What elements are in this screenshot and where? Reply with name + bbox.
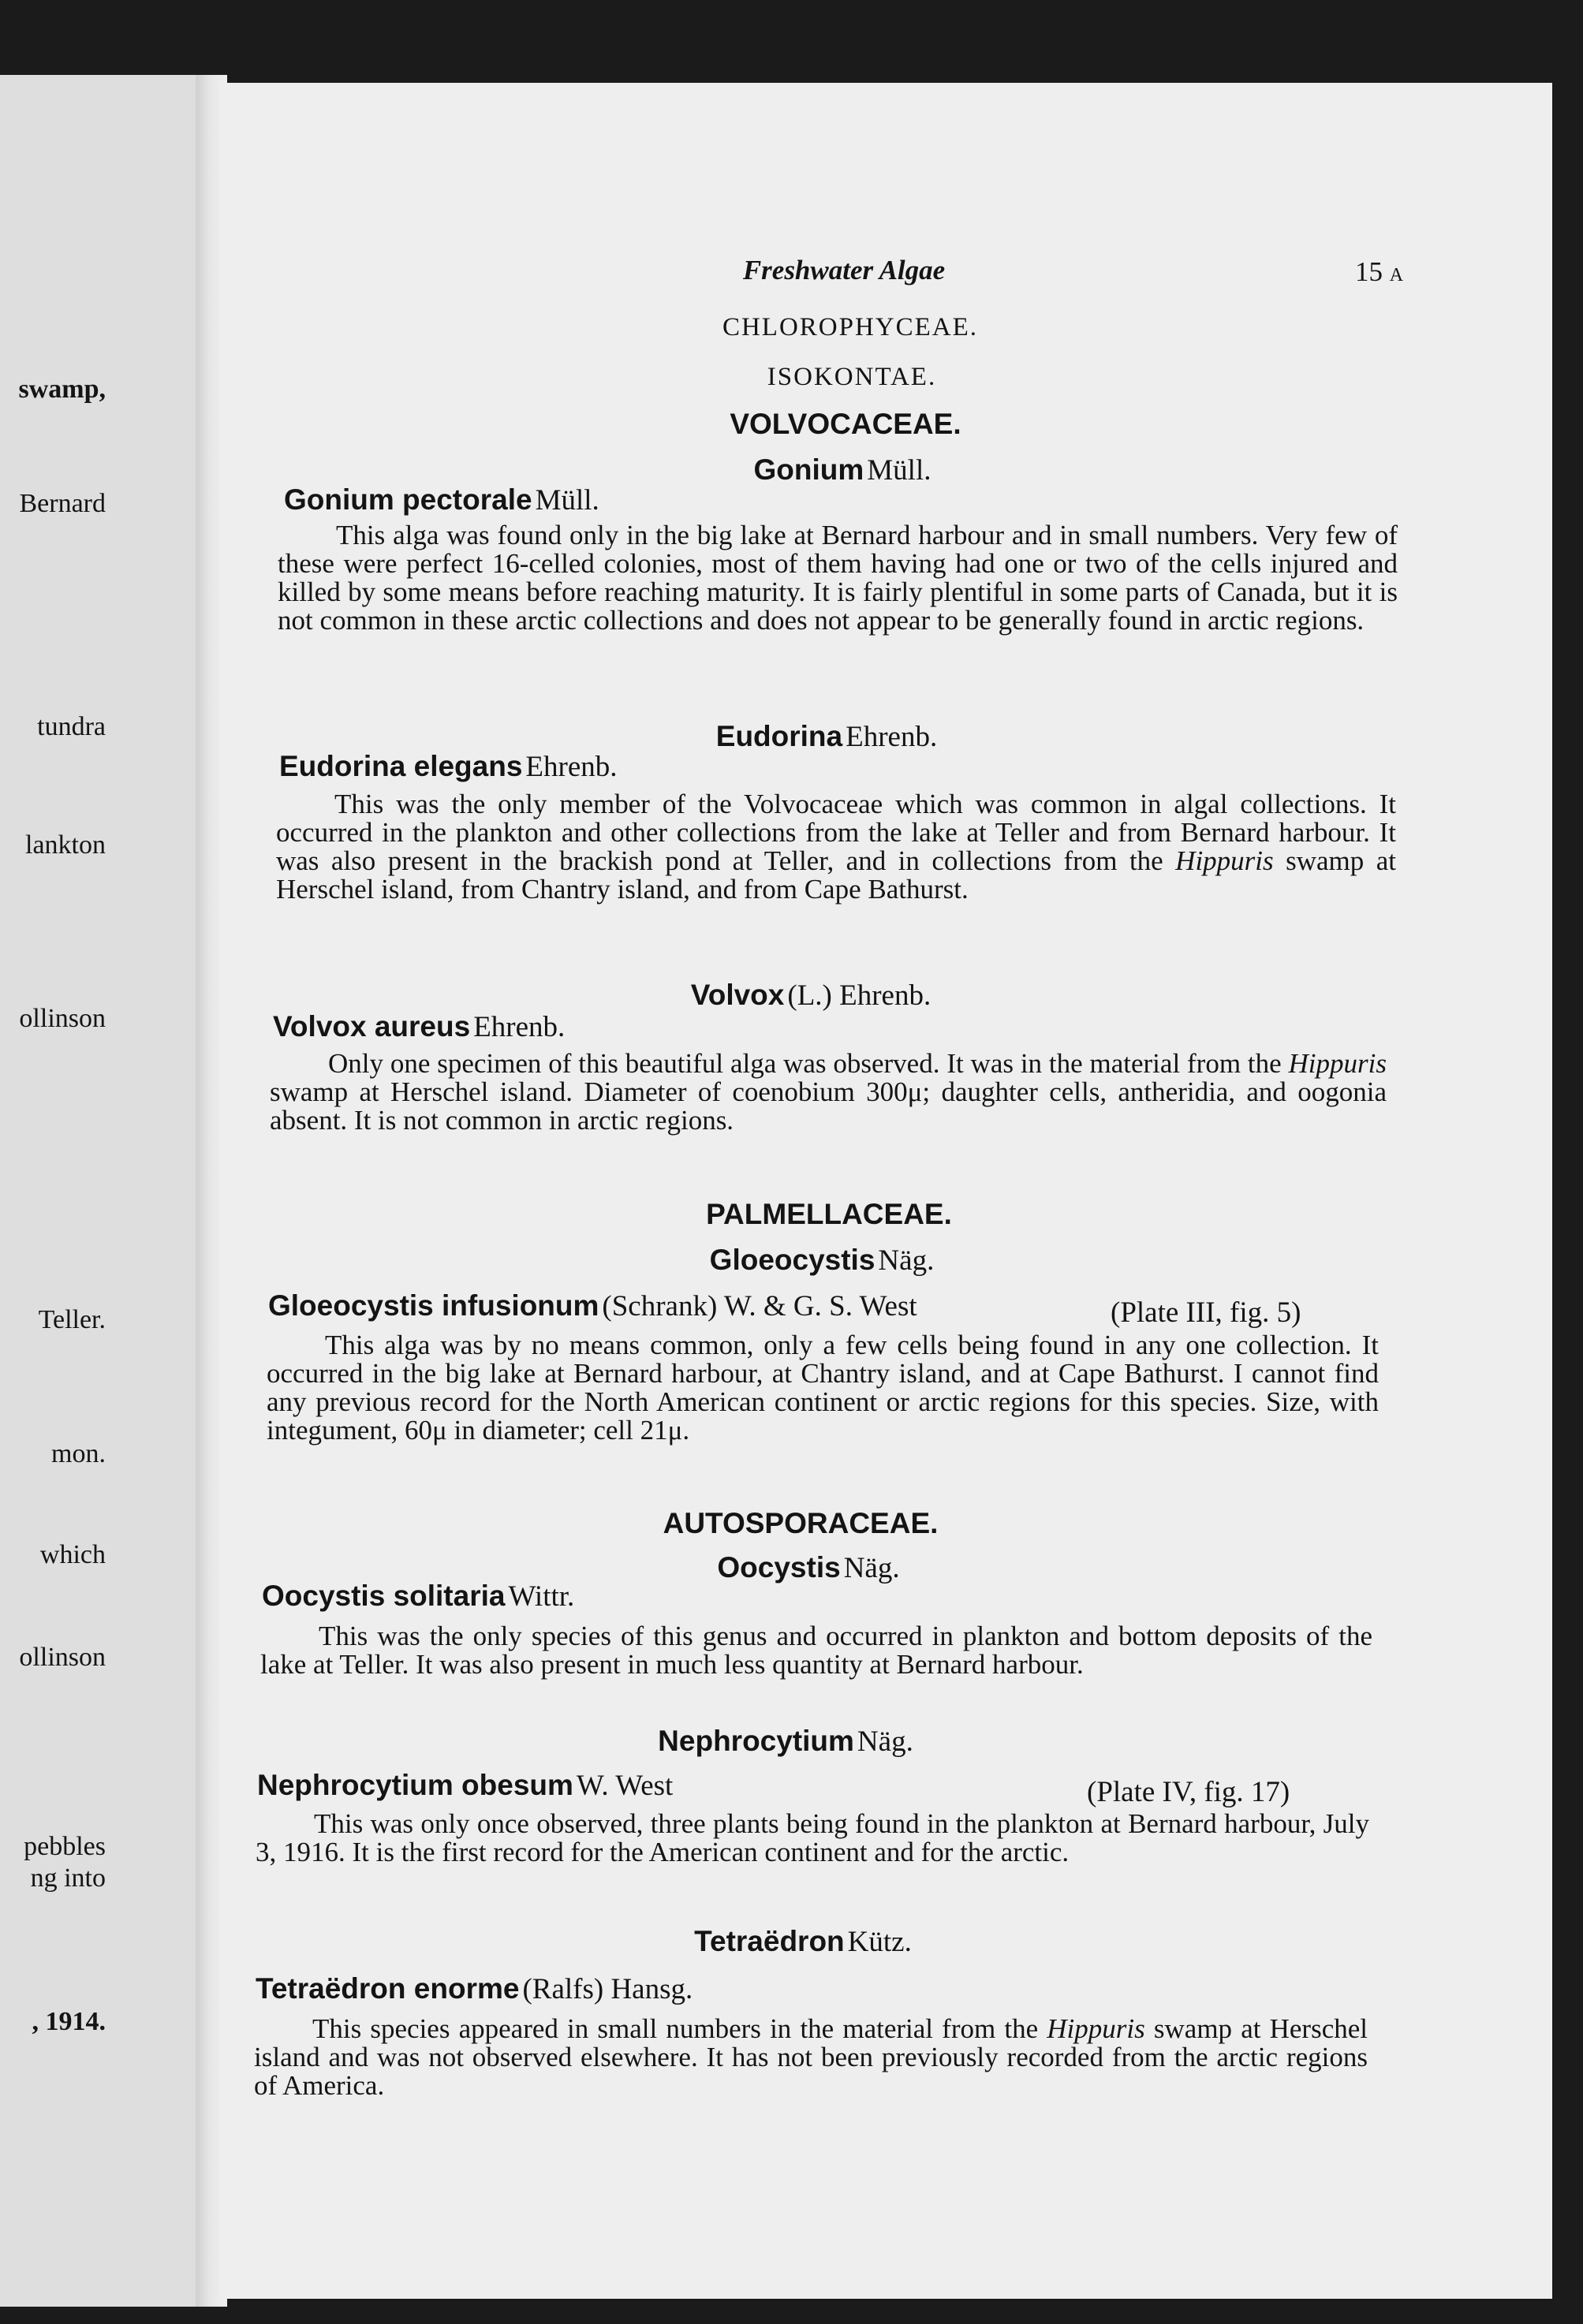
left-margin-line: mon. [51, 1439, 106, 1468]
species-heading [273, 1010, 565, 1044]
running-title: Freshwater Algae [742, 255, 946, 285]
species-name: Oocystis solitaria [262, 1580, 506, 1612]
species-authority: Wittr. [508, 1580, 575, 1613]
species-name: Nephrocytium obesum [257, 1769, 573, 1801]
genus-authority: Näg. [843, 1552, 900, 1584]
left-margin-line: lankton [25, 830, 106, 860]
species-heading [268, 1289, 917, 1323]
plate-reference: (Plate III, fig. 5) [1111, 1296, 1301, 1329]
genus-authority: Näg. [878, 1244, 935, 1277]
species-authority: Müll. [535, 484, 599, 517]
species-authority: Ehrenb. [473, 1011, 566, 1043]
species-authority: (Ralfs) Hansg. [522, 1973, 693, 2005]
genus-authority: Müll. [867, 454, 932, 487]
description-italic: Hippuris [1288, 1048, 1387, 1079]
description-text: This species appeared in small numbers in the material from the [312, 2013, 1047, 2044]
species-description: This alga was by no means common, only a few cells being found in any one collection. It occurred in the big lake at Bernard harbour, at Chantry island, and at Cape Bathurst. I cannot find any previous record for the North American continent or arctic regions for this species. Size, with integument, 60μ in diameter; cell 21μ. [267, 1330, 1379, 1446]
species-heading [279, 750, 618, 784]
genus-authority: Näg. [857, 1725, 913, 1758]
family-heading: VOLVOCACEAE. [730, 408, 961, 440]
species-authority: (Schrank) W. & G. S. West [602, 1290, 917, 1322]
species-description: This was only once observed, three plants being found in the plankton at Bernard harbour, July 3, 1916. It is the first record for the American continent and for the arctic. [256, 1808, 1369, 1867]
species-name: Gloeocystis infusionum [268, 1289, 599, 1322]
description-italic: Hippuris [1047, 2013, 1145, 2044]
genus-authority: (L.) Ehrenb. [787, 979, 932, 1012]
page-number-value: 15 [1355, 256, 1383, 287]
genus-authority: Ehrenb. [846, 721, 938, 753]
genus-name: Nephrocytium [658, 1725, 854, 1757]
species-description [254, 2015, 1368, 2100]
species-description [276, 790, 1396, 904]
species-heading [262, 1580, 574, 1613]
species-heading [257, 1769, 673, 1803]
genus-heading [691, 979, 931, 1013]
species-authority: Ehrenb. [525, 751, 618, 783]
genus-heading [754, 453, 932, 487]
left-margin-line: Bernard [19, 489, 106, 518]
subclass-heading: ISOKONTAE. [767, 363, 937, 391]
description-text: swamp at Herschel island, from Chantry island, and from Cape Bathurst. [276, 845, 1396, 905]
genus-heading [658, 1725, 913, 1759]
genus-name: Volvox [690, 979, 785, 1011]
species-description: This alga was found only in the big lake at Bernard harbour and in small numbers. Very few of these were perfect 16-celled colonies, most of them having had one or two of the cells injured and killed by some means before reaching maturity. It is fairly plentiful in some parts of Canada, but it is not common in these arctic collections and does not appear to be generally found in arctic regions. [278, 520, 1398, 636]
genus-heading [717, 1551, 899, 1585]
genus-authority: Kütz. [847, 1926, 912, 1958]
species-name: Gonium pectorale [284, 483, 532, 516]
main-page [219, 83, 1552, 2299]
description-text: swamp at Herschel island and was not observed elsewhere. It has not been previously recorded from the arctic regions of America. [254, 2013, 1368, 2101]
genus-heading [716, 720, 937, 754]
plate-reference: (Plate IV, fig. 17) [1087, 1776, 1290, 1808]
page-number-suffix: A [1389, 265, 1404, 285]
class-heading: CHLOROPHYCEAE. [722, 313, 979, 341]
species-authority: W. West [576, 1770, 674, 1802]
species-heading [284, 483, 599, 517]
description-italic: Hippuris [1175, 845, 1274, 876]
left-margin-line: ollinson [19, 1643, 106, 1672]
left-facing-page [0, 75, 207, 2307]
left-margin-line: pebbles [24, 1832, 106, 1861]
description-text: swamp at Herschel island. Diameter of coenobium 300μ; daughter cells, antheridia, and oogonia absent. It is not common in arctic regions. [270, 1076, 1387, 1136]
genus-name: Eudorina [715, 720, 843, 752]
species-name: Volvox aureus [273, 1010, 471, 1043]
page-number [1355, 256, 1403, 288]
left-margin-line: which [39, 1540, 106, 1569]
description-text: Only one specimen of this beautiful alga was observed. It was in the material from the [328, 1048, 1289, 1079]
genus-heading [694, 1925, 912, 1959]
description-text: This was the only member of the Volvocaceae which was common in algal collections. It occurred in the plankton and other collections from the lake at Teller and from Bernard harbour. It was also present in the brackish pond at Teller, and in collections from the [276, 789, 1396, 876]
genus-name: Gloeocystis [709, 1244, 876, 1276]
genus-name: Tetraëdron [694, 1925, 845, 1957]
species-name: Eudorina elegans [279, 750, 523, 782]
left-margin-line: ollinson [19, 1004, 106, 1033]
species-name: Tetraëdron enorme [256, 1972, 520, 2005]
genus-name: Oocystis [717, 1551, 841, 1584]
species-description [270, 1050, 1387, 1135]
left-margin-line: swamp, [18, 375, 106, 404]
species-description: This was the only species of this genus and occurred in plankton and bottom deposits of the lake at Teller. It was also present in much less quantity at Bernard harbour. [260, 1621, 1372, 1680]
family-heading: PALMELLACEAE. [706, 1198, 952, 1230]
species-heading [256, 1972, 693, 2006]
left-margin-line: ng into [30, 1863, 106, 1893]
left-margin-line: tundra [37, 712, 106, 741]
family-heading: AUTOSPORACEAE. [663, 1507, 939, 1539]
left-margin-line: , 1914. [32, 2007, 106, 2036]
left-margin-line: Teller. [38, 1305, 106, 1334]
genus-name: Gonium [753, 453, 864, 486]
genus-heading [710, 1244, 935, 1278]
